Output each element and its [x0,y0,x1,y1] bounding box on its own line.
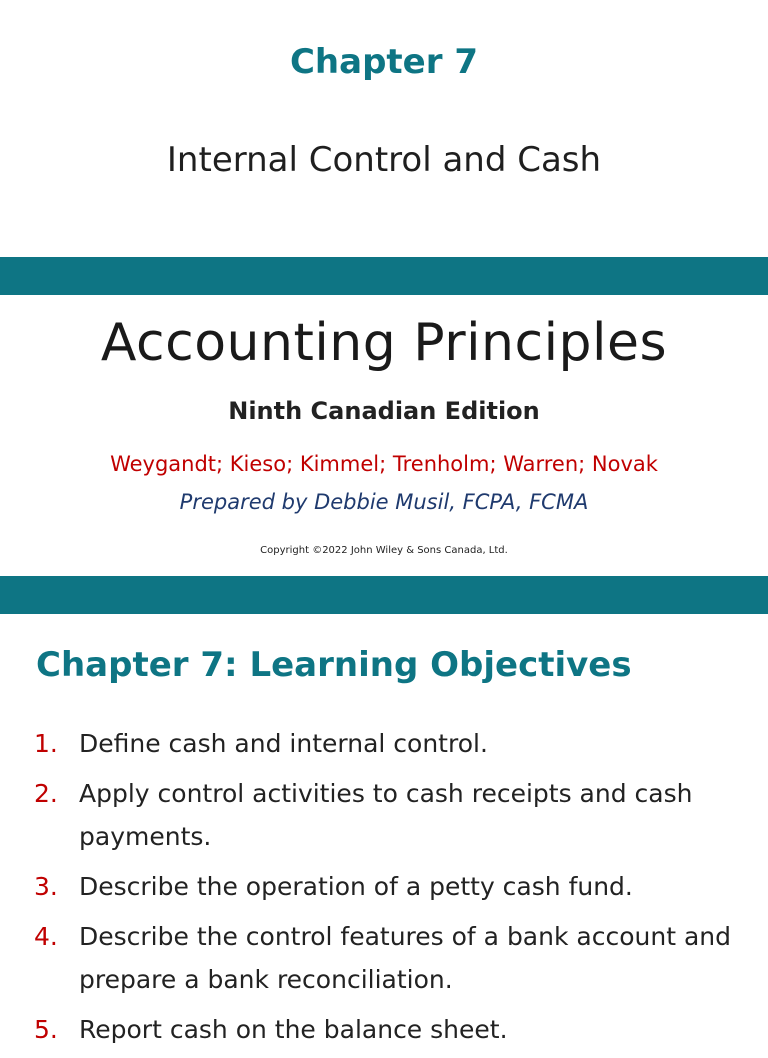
objective-text: Describe the operation of a petty cash fund. [79,872,633,901]
top-divider-band [0,257,768,295]
bottom-divider-band [0,576,768,614]
chapter-heading: Chapter 7 [289,42,478,82]
objective-number: 5. [34,1015,58,1044]
objective-item [34,915,744,1001]
objectives-heading: Chapter 7: Learning Objectives [36,645,632,685]
book-title: Accounting Principles [100,313,668,373]
objective-number: 4. [34,922,58,951]
objective-item [34,1008,744,1051]
book-authors: Weygandt; Kieso; Kimmel; Trenholm; Warren; Novak [110,452,658,476]
objective-number: 1. [34,729,58,758]
book-copyright: Copyright ©2022 John Wiley & Sons Canada, Ltd. [260,545,508,556]
objective-item [34,722,744,765]
objective-text: Describe the control features of a bank account and prepare a bank reconciliation. [79,922,731,994]
book-preparer: Prepared by Debbie Musil, FCPA, FCMA [179,490,589,514]
objective-number: 3. [34,872,58,901]
chapter-subtitle: Internal Control and Cash [166,140,602,180]
objective-text: Apply control activities to cash receipts and cash payments. [79,779,693,851]
objective-item [34,865,744,908]
book-edition: Ninth Canadian Edition [228,397,540,425]
objective-text: Report cash on the balance sheet. [79,1015,508,1044]
objective-item [34,772,744,858]
objective-text: Define cash and internal control. [79,729,488,758]
objectives-list [34,722,744,1058]
objective-number: 2. [34,779,58,808]
